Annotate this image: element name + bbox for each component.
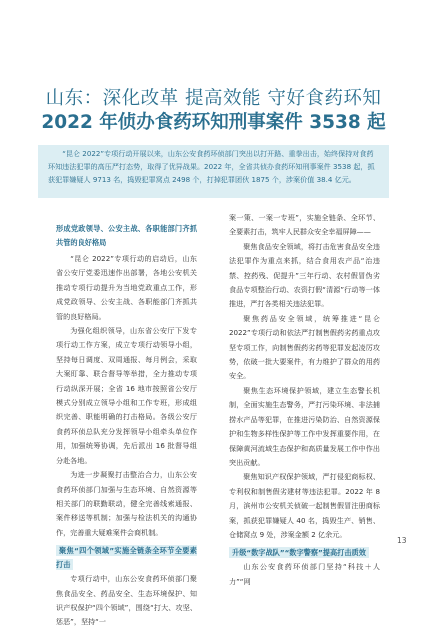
- section-heading-1: 形成党政领导、公安主战、各职能部门齐抓共管的良好格局: [56, 224, 197, 247]
- section-heading-3: [229, 546, 380, 560]
- section-heading-3-text: 升级“数字战队”“数字警察”提高打击质效: [229, 547, 369, 558]
- headline-line2: 2022 年侦办食药环知刑事案件 3538 起: [41, 112, 386, 133]
- paragraph: 山东公安食药环侦部门坚持“科技＋人力”“网: [229, 562, 380, 586]
- headline: [0, 88, 427, 134]
- paragraph: 聚焦生态环境保护领域，建立生态警长机制，全面实施生态警务，严打污染环境、非法捕捞水产品等犯罪，在推进污染防治、自然资源保护和生物多样性保护等工作中发挥重要作用，在保障黄河流域生态保护和高质量发展工作中作出突出贡献。: [229, 385, 380, 467]
- lead-box: [38, 145, 389, 198]
- paragraph: 聚焦药品安全领域，统筹推进“昆仑 2022”专项行动和依法严打制售假药劣药重点攻坚专项工作，向制售假药劣药等犯罪发起凌厉攻势，依破一批大要案件，有力维护了群众的用药安全。: [229, 313, 380, 381]
- page-number: 13: [397, 536, 407, 545]
- headline-line1: 山东：深化改革 提高效能 守好食药环知: [45, 88, 382, 109]
- section-heading-2-text: 聚焦“四个领域”实施全链条全环节全要素打击: [56, 546, 197, 570]
- paragraph: 聚焦知识产权保护领域，严打侵犯商标权、专利权和制售假劣建材等违法犯罪。2022 年 8 月，滨州市公安机关侦破一起制售假冒注册商标案，抓获犯罪嫌疑人 40 名，捣毁生产、销售、仓储窝点 9 处，涉案金额 2 亿余元。: [229, 472, 380, 539]
- paragraph: 为进一步凝聚打击整治合力，山东公安食药环侦部门加强与生态环境、自然资源等相关部门的联勤联动，健全完善线索通报、案件移送等机制；加强与检法机关的沟通协作，完善重大疑难案件会商机制。: [56, 470, 197, 537]
- right-column: [229, 211, 380, 589]
- paragraph: 案一策、一案一专班”，实施全链条、全环节、全要素打击，筑牢人民群众安全幸福屏障——: [229, 213, 380, 237]
- paragraph: 为强化组织领导，山东省公安厅下发专项行动工作方案，成立专项行动领导小组，坚持每日调度、双周通报、每月例会，采取大案盯靠、联合督导等举措，全力推动专项行动纵深开展；全省 16 地市按照省公安厅模式分别成立领导小组和工作专班，形成组织完善、职能明确的打击格局。各级公安厅食药环侦总队充分发挥领导小组牵头单位作用，加强统筹协调，先后派出 16 批督导组分赴各地。: [56, 326, 197, 465]
- paragraph: “昆仑 2022”专项行动的启动后，山东省公安厅党委迅速作出部署，各地公安机关推动专项行动提升为当地党政重点工作，形成党政领导、公安主战、各职能部门齐抓共管的良好格局。: [56, 254, 197, 321]
- left-column: [56, 222, 197, 630]
- lead-paragraph: “昆仑 2022”专项行动开展以来，山东公安食药环侦部门突出以打开路、重拳出击，始终保持对食药环知违法犯罪的高压严打态势，取得了优异战果。2022 年，全省共侦办食药环知刑事案件 3538 起，抓获犯罪嫌疑人 9713 名，捣毁犯罪窝点 2498 个，打掉犯罪团伙 1875 个，涉案价值 38.4 亿元。: [48, 149, 375, 184]
- paragraph: 聚焦食品安全领域，将打击危害食品安全违法犯罪作为重点来抓，结合食用农产品“治违禁、控药残、促提升”三年行动、农村假冒伪劣食品专项整治行动、农资打假“清源”行动等一体推进，严打各类相关违法犯罪。: [229, 241, 380, 309]
- paragraph: 专项行动中，山东公安食药环侦部门聚焦食品安全、药品安全、生态环境保护、知识产权保护“四个领域”，围绕“打大、攻坚、惩恶”，坚持“一: [56, 574, 197, 627]
